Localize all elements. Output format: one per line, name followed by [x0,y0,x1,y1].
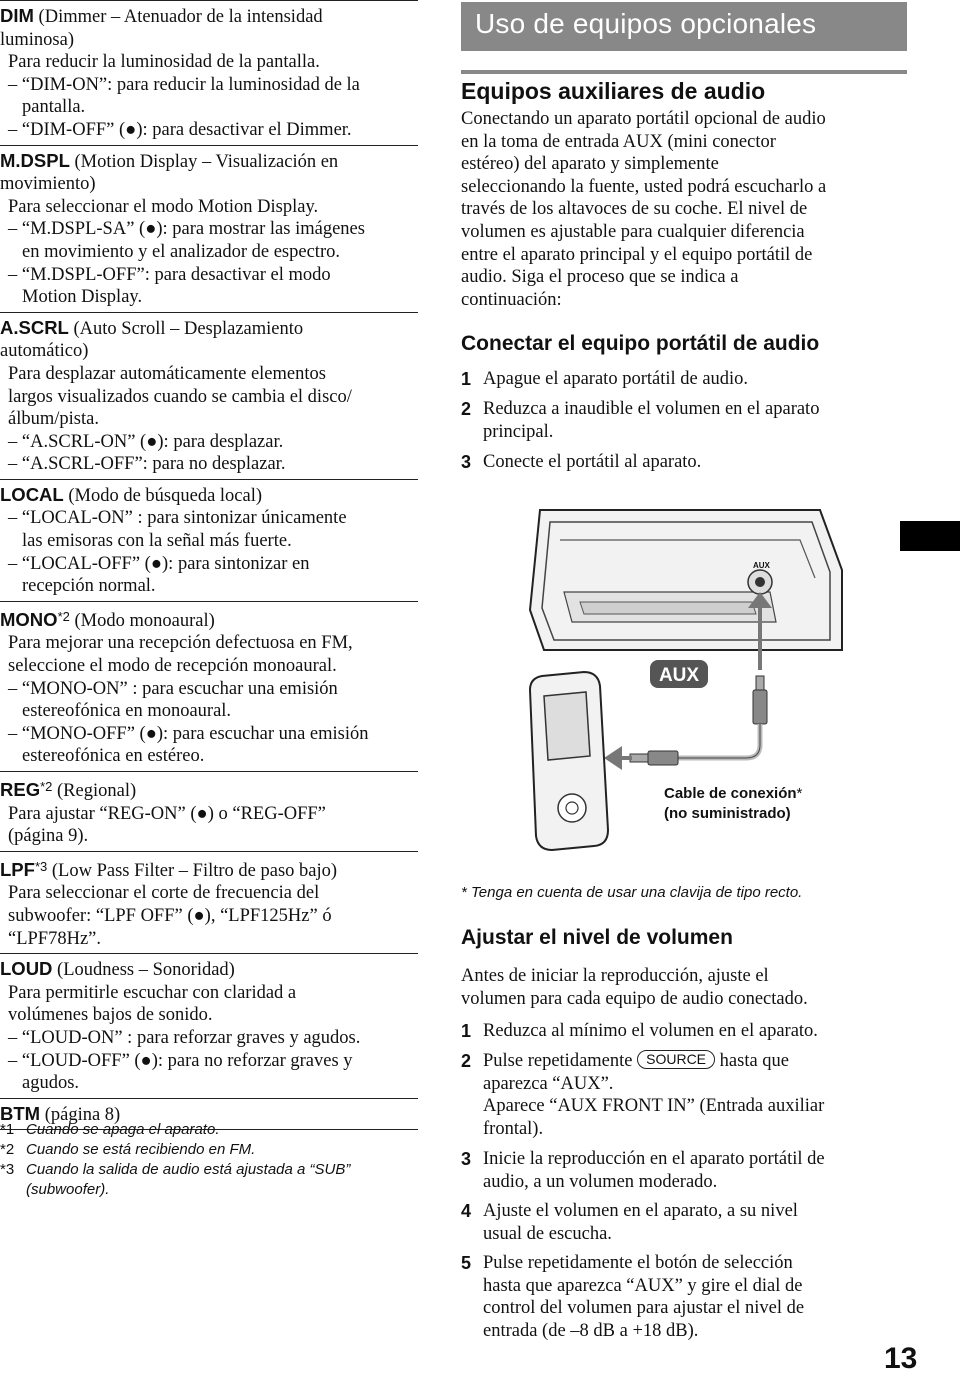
entry-dim: DIM (Dimmer – Atenuador de la intensidad luminosa) Para reducir la luminosidad de la pantalla. – “DIM-ON”: para reducir la luminosidad de la pantalla. – “DIM-OFF” (●): para desactivar el Dimmer. [0,0,418,145]
connect-heading: Conectar el equipo portátil de audio [461,332,820,355]
footnotes [0,1120,418,1200]
entry-ascrl: A.SCRL (Auto Scroll – Desplazamiento automático) Para desplazar automáticamente elementos largos visualizados cuando se cambia el disco/ álbum/pista. – “A.SCRL-ON” (●): para desplazar. – “A.SCRL-OFF”: para no desplazar. [0,312,418,479]
footnote: *3 Cuando la salida de audio está ajustada a “SUB” (subwoofer). [0,1161,351,1198]
section-banner [461,2,907,51]
footnote: *2 Cuando se está recibiendo en FM. [0,1141,256,1158]
footnote: *1 Cuando se apaga el aparato. [0,1121,220,1138]
entry-key: LOUD [0,958,53,980]
settings-list [0,0,418,1130]
entry-mono: MONO$^{*2}$ (Modo monoaural) Para mejorar una recepción defectuosa en FM, seleccione el modo de recepción monoaural. – “MONO-ON” : para escuchar una emisión estereofónica en monoaural. – “MONO-OFF” (●): para escuchar una emisión estereofónica en estéreo. [0,601,418,771]
entry-key: REG [0,779,41,800]
cable-label-note: (no suministrado) [664,805,791,822]
section-title: Uso de equipos opcionales [475,8,817,39]
entry-btm: BTM (página 8) [0,1098,418,1131]
aux-badge [650,660,708,688]
entry-key: LPF [0,858,35,880]
volume-heading: Ajustar el nivel de volumen [461,926,733,949]
heading-rule [461,70,907,74]
head-unit-illustration [530,510,842,650]
entry-key: A.SCRL [0,316,69,338]
entry-key: DIM [0,5,34,26]
entry-key: BTM [0,1102,41,1124]
intro-paragraph: Conectando un aparato portátil opcional de audio en la toma de entrada AUX (mini conector estéreo) del aparato y simplemente seleccionando la fuente, usted podrá escucharlo a través de los altavoces de su coche. El nivel de volumen es ajustable para cualquier diferencia entre el aparato principal y el equipo portátil de audio. Siga el proceso que se indica a continuación: [461,109,827,310]
diagram-footnote: * Tenga en cuenta de usar una clavija de tipo recto. [461,884,803,901]
entry-key: MONO [0,608,58,630]
player-screen [544,692,590,760]
chapter-tab-marker [900,521,960,551]
cable-illustration [630,676,767,765]
entry-lpf: LPF$^{*3}$ (Low Pass Filter – Filtro de paso bajo) Para seleccionar el corte de frecuencia del subwoofer: “LPF OFF” (●), “LPF125Hz” ó “LPF78Hz”. [0,851,418,953]
entry-key: M.DSPL [0,149,70,171]
svg-text:AUX: AUX [658,665,700,686]
source-button-label: SOURCE [637,1050,715,1069]
cable-label: Cable de conexión* [664,785,803,802]
volume-intro: Antes de iniciar la reproducción, ajuste el volumen para cada equipo de audio conectado. [461,966,808,1009]
left-arrow-icon [604,746,632,770]
entry-local: LOCAL (Modo de búsqueda local) – “LOCAL-ON” : para sintonizar únicamente las emisoras con la señal más fuerte. – “LOCAL-OFF” (●): para sintonizar en recepción normal. [0,479,418,601]
entry-loud: LOUD (Loudness – Sonoridad) Para permitirle escuchar con claridad a volúmenes bajos de sonido. – “LOUD-ON” : para reforzar graves y agudos. – “LOUD-OFF” (●): para no reforzar graves y agudos. [0,953,418,1098]
aux-jack-label: AUX [753,561,770,570]
connection-diagram [520,500,850,860]
entry-reg: REG$^{*2}$ (Regional) Para ajustar “REG-ON” (●) o “REG-OFF” (página 9). [0,771,418,851]
portable-player-illustration [530,672,608,850]
entry-key: LOCAL [0,483,64,505]
page-heading: Equipos auxiliares de audio [461,78,766,104]
page-number: 13 [884,1342,918,1375]
entry-mdspl: M.DSPL (Motion Display – Visualización en movimiento) Para seleccionar el modo Motion Display. – “M.DSPL-SA” (●): para mostrar las imágenes en movimiento y el analizador de espectro. – “M.DSPL-OFF”: para desactivar el modo Motion Display. [0,145,418,312]
